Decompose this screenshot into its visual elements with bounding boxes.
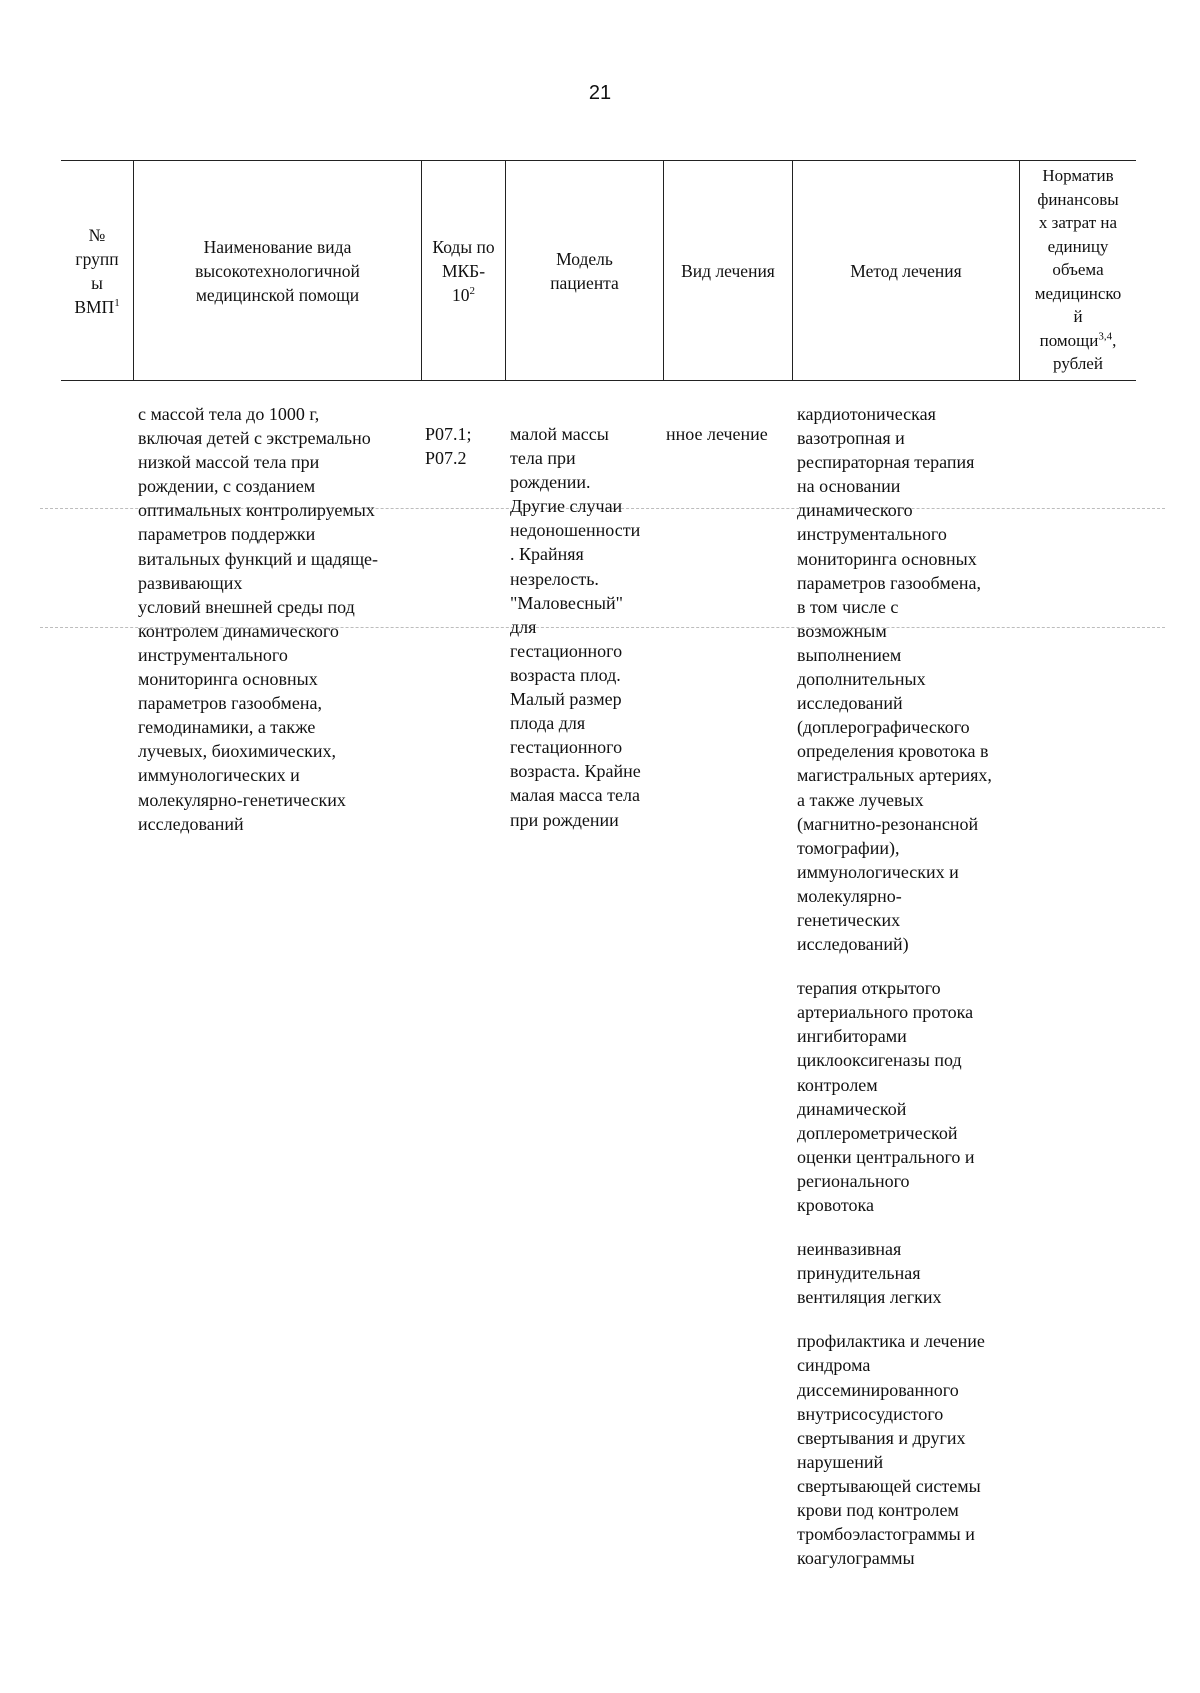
- header-treatment-method: Метод лечения: [850, 261, 962, 281]
- header-treatment-type: Вид лечения: [681, 261, 775, 281]
- cell-treatment-methods: [797, 402, 1019, 1570]
- table-top-border: [61, 160, 1136, 161]
- header-cost-norm: Норматив финансовы х затрат на единицу объема медицинско й помощи$^{3,4}$, рублей: [1034, 166, 1122, 374]
- header-patient-model: Модель пациента: [550, 249, 619, 293]
- header-icd-codes: Коды по МКБ- $10^2$: [432, 237, 495, 305]
- method-item: терапия открытого артериального протока ингибиторами циклооксигеназы под контролем динамической доплерометрической оценки центрального и регионального кровотока: [797, 978, 975, 1215]
- method-item: кардиотоническая вазотропная и респираторная терапия на основании динамического инструментального мониторинга основных параметров газообмена, в том числе с возможным выполнением дополнительных исследований (доплерографического определения кровотока в магистральных артериях, а также лучевых (магнитно-резонансной томографии), иммунологических и молекулярно- генетических исследований): [797, 404, 992, 955]
- cell-icd-codes: P07.1; P07.2: [425, 424, 472, 469]
- method-item: неинвазивная принудительная вентиляция легких: [797, 1239, 942, 1308]
- cell-patient-model: малой массы тела при рождении. Другие случаи недоношенности . Крайняя незрелость. "Маловесный" для гестационного возраста плод. Малый размер плода для гестационного возраста. Крайне малая масса тела при рождении: [510, 424, 641, 830]
- header-group-number: № групп ы ВМП$^1$: [74, 225, 120, 317]
- header-bottom-border: [61, 380, 1136, 381]
- cell-care-type-name: с массой тела до 1000 г, включая детей с экстремально низкой массой тела при рождении, с созданием оптимальных контролируемых параметров поддержки витальных функций и щадяще- развивающих условий внешней среды под контролем динамического инструментального мониторинга основных параметров газообмена, гемодинамики, а также лучевых, биохимических, иммунологических и молекулярно-генетических исследований: [138, 404, 379, 834]
- page-number: 21: [588, 82, 612, 104]
- method-item: профилактика и лечение синдрома диссеминированного внутрисосудистого свертывания и других нарушений свертывающей системы крови под контролем тромбоэластограммы и коагулограммы: [797, 1331, 985, 1569]
- cell-treatment-type: нное лечение: [666, 424, 768, 444]
- header-care-type-name: Наименование вида высокотехнологичной медицинской помощи: [195, 237, 360, 305]
